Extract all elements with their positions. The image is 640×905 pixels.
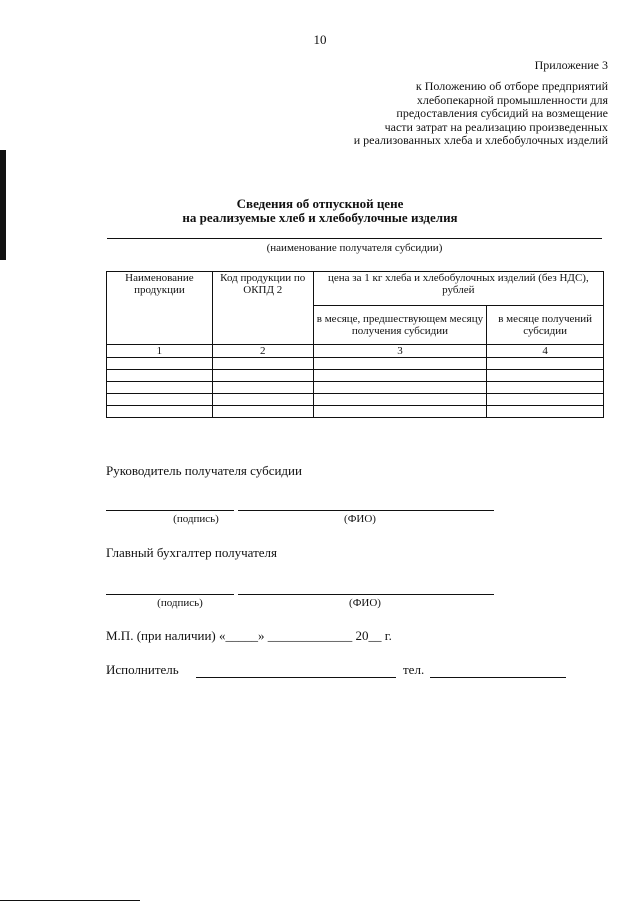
accountant-signature-caption: (подпись) [157,597,203,609]
appendix-basis [288,80,608,148]
phone-line[interactable] [430,677,566,678]
col-number: 3 [313,345,487,358]
appendix-label: Приложение 3 [534,58,608,72]
accountant-name-line[interactable] [238,594,494,595]
header-price: цена за 1 кг хлеба и хлебобулочных изделий (без НДС), рублей [313,272,603,306]
page-number: 10 [313,32,327,47]
table-row [107,382,604,394]
header-price-prev-month: в месяце, предшествующем месяцу получения субсидии [313,306,487,345]
table-row [107,370,604,382]
recipient-name-line[interactable] [107,238,602,239]
head-label: Руководитель получателя субсидии [106,463,302,478]
table-row [107,394,604,406]
basis-line: предоставления субсидий на возмещение [396,106,608,120]
col-number: 2 [212,345,313,358]
scan-edge-mark [0,150,6,260]
accountant-label: Главный бухгалтер получателя [106,545,278,560]
head-name-line[interactable] [238,510,494,511]
accountant-signature-line[interactable] [106,594,234,595]
price-table [106,271,604,418]
header-product-name: Наименование продукции [107,272,213,345]
header-okpd-code: Код продукции по ОКПД 2 [212,272,313,345]
basis-line: к Положению об отборе предприятий [415,79,608,93]
table-row [107,358,604,370]
basis-line: части затрат на реализацию произведенных [384,119,608,134]
document-title [100,197,540,225]
header-price-current-month: в месяце получений субсидии [487,306,604,345]
executor-label: Исполнитель [106,662,179,677]
scan-bottom-mark [0,900,140,901]
title-line-2: на реализуемые хлеб и хлебобулочные изделия [182,210,458,225]
seal-date-line: М.П. (при наличии) «_____» _____________ 20__ г. [106,628,392,643]
executor-name-line[interactable] [196,677,396,678]
basis-line: хлебопекарной промышленности для [416,92,608,107]
accountant-name-caption: (ФИО) [349,597,381,609]
recipient-caption: (наименование получателя субсидии) [266,242,443,254]
basis-line: и реализованных хлеба и хлебобулочных изделий [353,133,608,147]
title-line-1: Сведения об отпускной цене [236,196,404,211]
phone-label: тел. [403,662,425,677]
head-signature-line[interactable] [106,510,234,511]
table-row [107,406,604,418]
col-number: 1 [107,345,213,358]
head-name-caption: (ФИО) [344,513,376,525]
col-number: 4 [487,345,604,358]
head-signature-caption: (подпись) [173,513,219,525]
